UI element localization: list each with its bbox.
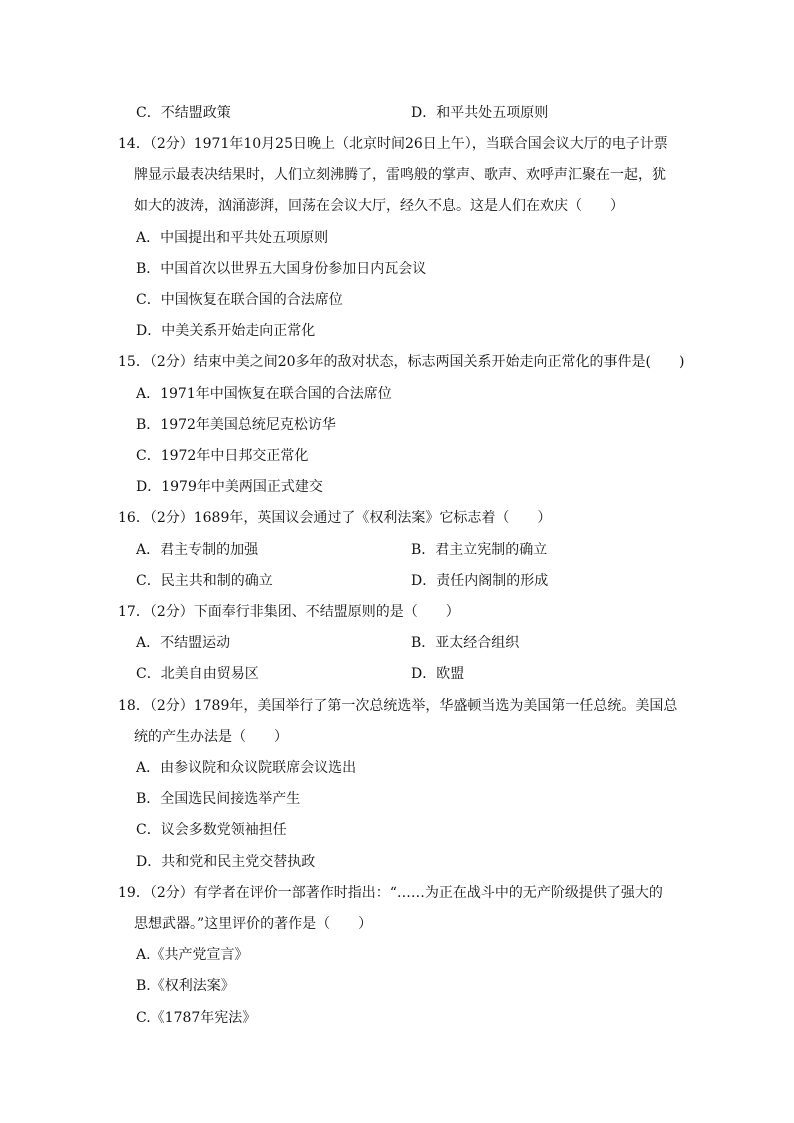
q18-option-b: B．全国选民间接选举产生 — [136, 791, 301, 807]
q19-option-a: A.《共产党宣言》 — [136, 947, 249, 963]
q19-option-b: B.《权利法案》 — [136, 978, 235, 994]
q17-option-a: A．不结盟运动 — [136, 635, 231, 651]
q16-option-b: B．君主立宪制的确立 — [411, 542, 548, 558]
q18-option-c: C．议会多数党领袖担任 — [136, 822, 287, 838]
q19-stem-line2: 思想武器。”这里评价的著作是（ ） — [134, 916, 373, 932]
q15-option-a: A．1971年中国恢复在联合国的合法席位 — [136, 386, 392, 402]
q14-stem-line2: 牌显示最表决结果时，人们立刻沸腾了，雷鸣般的掌声、歌声、欢呼声汇聚在一起，犹 — [134, 167, 666, 183]
q13-option-d: D．和平共处五项原则 — [411, 105, 549, 121]
q17-stem-line1: 17．（2分）下面奉行非集团、不结盟原则的是（ ） — [118, 604, 460, 620]
q17-option-b: B．亚太经合组织 — [411, 635, 520, 651]
q17-option-d: D．欧盟 — [411, 666, 465, 682]
q15-option-b: B．1972年美国总统尼克松访华 — [136, 417, 336, 433]
q16-option-d: D．责任内阁制的形成 — [411, 573, 549, 589]
q14-option-c: C．中国恢复在联合国的合法席位 — [136, 292, 343, 308]
q14-stem-line3: 如大的波涛，汹涌澎湃，回荡在会议大厅，经久不息。这是人们在欢庆（ ） — [134, 198, 624, 214]
q18-stem-line2: 统的产生办法是（ ） — [134, 729, 288, 745]
q14-stem-line1: 14．（2分）1971年10月25日晚上（北京时间26日上午），当联合国会议大厅的电子计票 — [118, 136, 668, 152]
q15-option-d: D．1979年中美两国正式建交 — [136, 479, 323, 495]
q19-option-c: C.《1787年宪法》 — [136, 1010, 257, 1026]
q16-option-a: A．君主专制的加强 — [136, 542, 259, 558]
q18-option-d: D．共和党和民主党交替执政 — [136, 854, 316, 870]
q13-option-c: C．不结盟政策 — [136, 105, 231, 121]
q19-stem-line1: 19．（2分）有学者在评价一部著作时指出：“……为正在战斗中的无产阶级提供了强大的 — [118, 885, 663, 901]
q16-stem-line1: 16．（2分）1689年，英国议会通过了《权利法案》它标志着（ ） — [118, 510, 552, 526]
q15-option-c: C．1972年中日邦交正常化 — [136, 448, 309, 464]
q14-option-b: B．中国首次以世界五大国身份参加日内瓦会议 — [136, 261, 427, 277]
q14-option-d: D．中美关系开始走向正常化 — [136, 323, 316, 339]
q18-stem-line1: 18．（2分）1789年，美国举行了第一次总统选举，华盛顿当选为美国第一任总统。美国总 — [118, 698, 678, 714]
q17-option-c: C．北美自由贸易区 — [136, 666, 259, 682]
q16-option-c: C．民主共和制的确立 — [136, 573, 273, 589]
q14-option-a: A．中国提出和平共处五项原则 — [136, 230, 329, 246]
q15-stem-line1: 15．（2分）结束中美之间20多年的敌对状态，标志两国关系开始走向正常化的事件是( ) — [118, 354, 685, 370]
q18-option-a: A．由参议院和众议院联席会议选出 — [136, 760, 357, 776]
